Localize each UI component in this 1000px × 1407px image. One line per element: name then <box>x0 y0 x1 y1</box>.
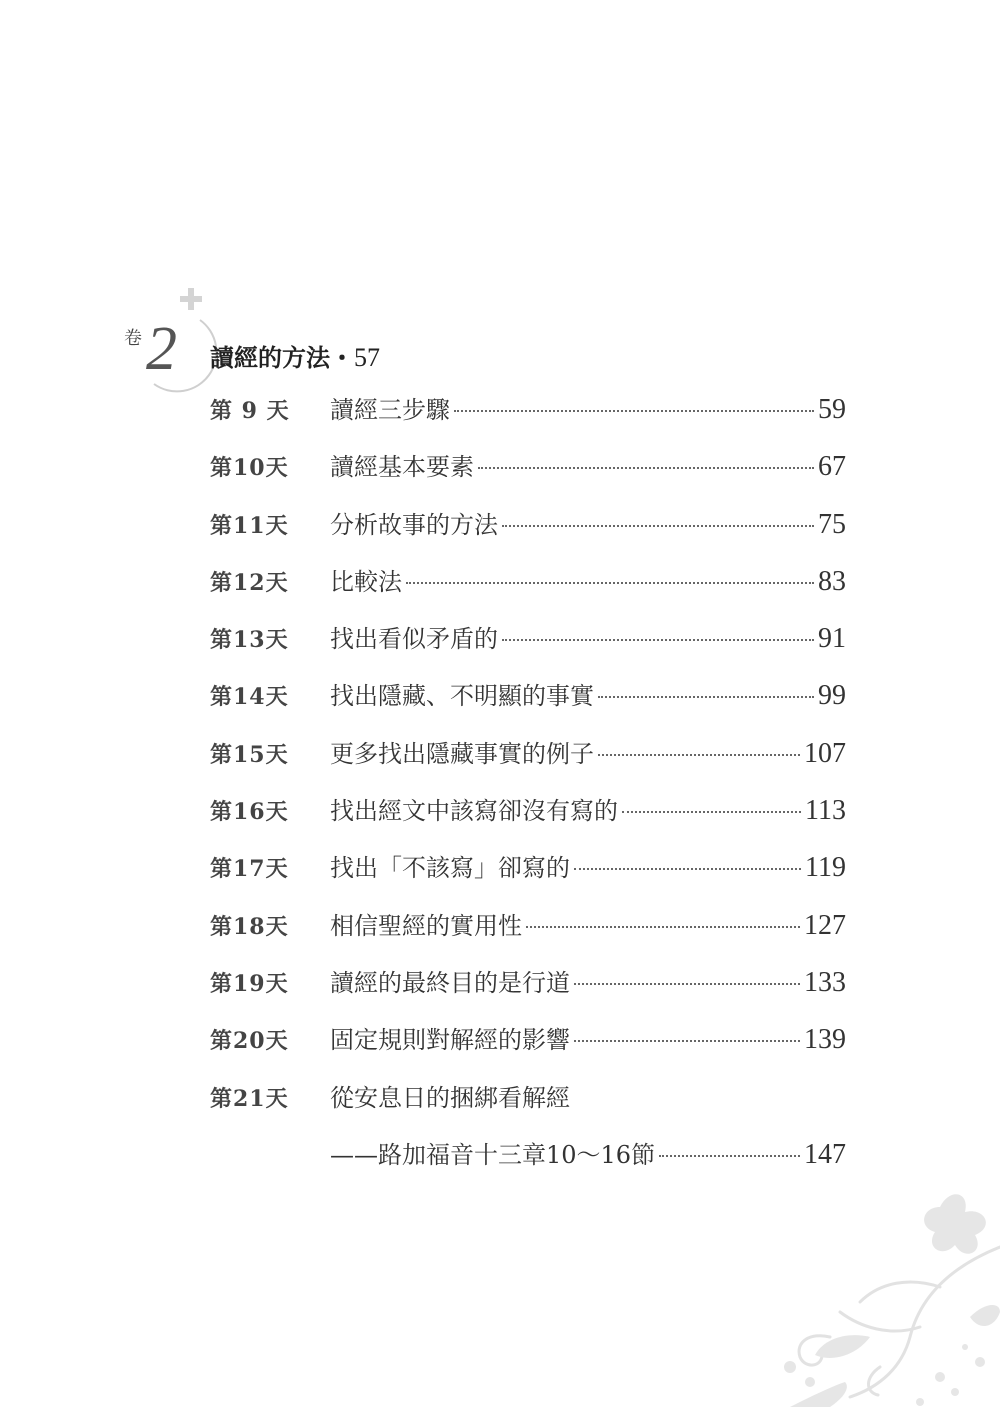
toc-entry <box>210 963 846 1020</box>
toc-title: 找出看似矛盾的 <box>330 625 498 654</box>
plus-icon <box>180 288 202 310</box>
toc-page: 119 <box>805 852 846 884</box>
toc-day: 第14天 <box>210 684 289 711</box>
toc-title: 比較法 <box>330 567 402 596</box>
toc-day: 第16天 <box>210 799 289 826</box>
toc-leader <box>574 1040 800 1042</box>
toc-page: 107 <box>804 737 846 769</box>
toc-day: 第12天 <box>210 569 289 596</box>
toc-page: 127 <box>804 909 846 941</box>
toc-title: 固定規則對解經的影響 <box>330 1026 570 1055</box>
toc-subtitle: ——路加福音十三章10～16節 <box>330 1140 656 1169</box>
toc-page: 147 <box>804 1138 846 1170</box>
toc-leader <box>454 410 814 412</box>
toc-day: 第18天 <box>210 913 289 940</box>
toc-leader <box>598 754 800 756</box>
section-title-dot: ・ <box>330 344 354 372</box>
toc-leader <box>598 696 814 698</box>
toc-day: 第17天 <box>210 856 289 883</box>
toc-entry-multiline <box>210 1078 846 1192</box>
volume-label: 卷 <box>124 328 142 349</box>
toc-title: 找出經文中該寫卻沒有寫的 <box>330 797 618 826</box>
toc-entry <box>210 390 846 447</box>
toc-title: 找出隱藏、不明顯的事實 <box>330 682 594 711</box>
toc-day: 第21天 <box>210 1085 289 1112</box>
toc-page: 133 <box>804 966 846 998</box>
toc-title: 從安息日的捆綁看解經 <box>330 1083 570 1112</box>
toc-entry <box>210 848 846 905</box>
toc-entry <box>210 906 846 963</box>
toc-title: 讀經的最終目的是行道 <box>330 968 570 997</box>
toc-leader <box>502 525 814 527</box>
toc-entry-line2 <box>210 1135 846 1192</box>
section-title-text: 讀經的方法 <box>210 344 330 372</box>
table-of-contents <box>210 390 846 1192</box>
toc-leader <box>574 983 800 985</box>
toc-page: 99 <box>818 680 846 712</box>
toc-title: 找出「不該寫」卻寫的 <box>330 854 570 883</box>
toc-leader <box>406 582 814 584</box>
section-title <box>210 338 380 373</box>
toc-page: 67 <box>818 451 846 483</box>
toc-day: 第19天 <box>210 970 289 997</box>
toc-day: 第11天 <box>210 512 289 539</box>
toc-title: 讀經基本要素 <box>330 453 474 482</box>
section-title-page: 57 <box>354 343 380 372</box>
toc-title: 讀經三步驟 <box>330 396 450 424</box>
toc-leader <box>574 868 801 870</box>
toc-page: 91 <box>818 623 846 655</box>
toc-title: 分析故事的方法 <box>330 510 498 539</box>
toc-leader <box>659 1155 800 1157</box>
floral-ornament-icon <box>770 1187 1000 1407</box>
toc-day: 第15天 <box>210 741 289 768</box>
volume-number: 2 <box>146 315 177 383</box>
toc-leader <box>622 811 801 813</box>
section-header <box>110 288 510 388</box>
toc-page: 59 <box>818 394 846 425</box>
toc-entry <box>210 562 846 619</box>
toc-leader <box>478 467 814 469</box>
toc-day: 第 9 天 <box>210 398 290 424</box>
toc-entry <box>210 791 846 848</box>
toc-day: 第10天 <box>210 455 289 482</box>
toc-title: 相信聖經的實用性 <box>330 911 522 940</box>
toc-entry <box>210 1020 846 1077</box>
toc-day: 第13天 <box>210 627 289 654</box>
toc-entry-line1 <box>210 1078 846 1135</box>
toc-entry <box>210 676 846 733</box>
toc-entry <box>210 505 846 562</box>
toc-leader <box>502 639 814 641</box>
toc-entry <box>210 734 846 791</box>
toc-page: 83 <box>818 565 846 597</box>
toc-page: 75 <box>818 508 846 540</box>
toc-leader <box>526 926 800 928</box>
toc-entry <box>210 447 846 504</box>
toc-page: 113 <box>805 795 846 827</box>
toc-page: 139 <box>804 1024 846 1056</box>
toc-day: 第20天 <box>210 1028 289 1055</box>
toc-title: 更多找出隱藏事實的例子 <box>330 739 594 768</box>
toc-entry <box>210 619 846 676</box>
